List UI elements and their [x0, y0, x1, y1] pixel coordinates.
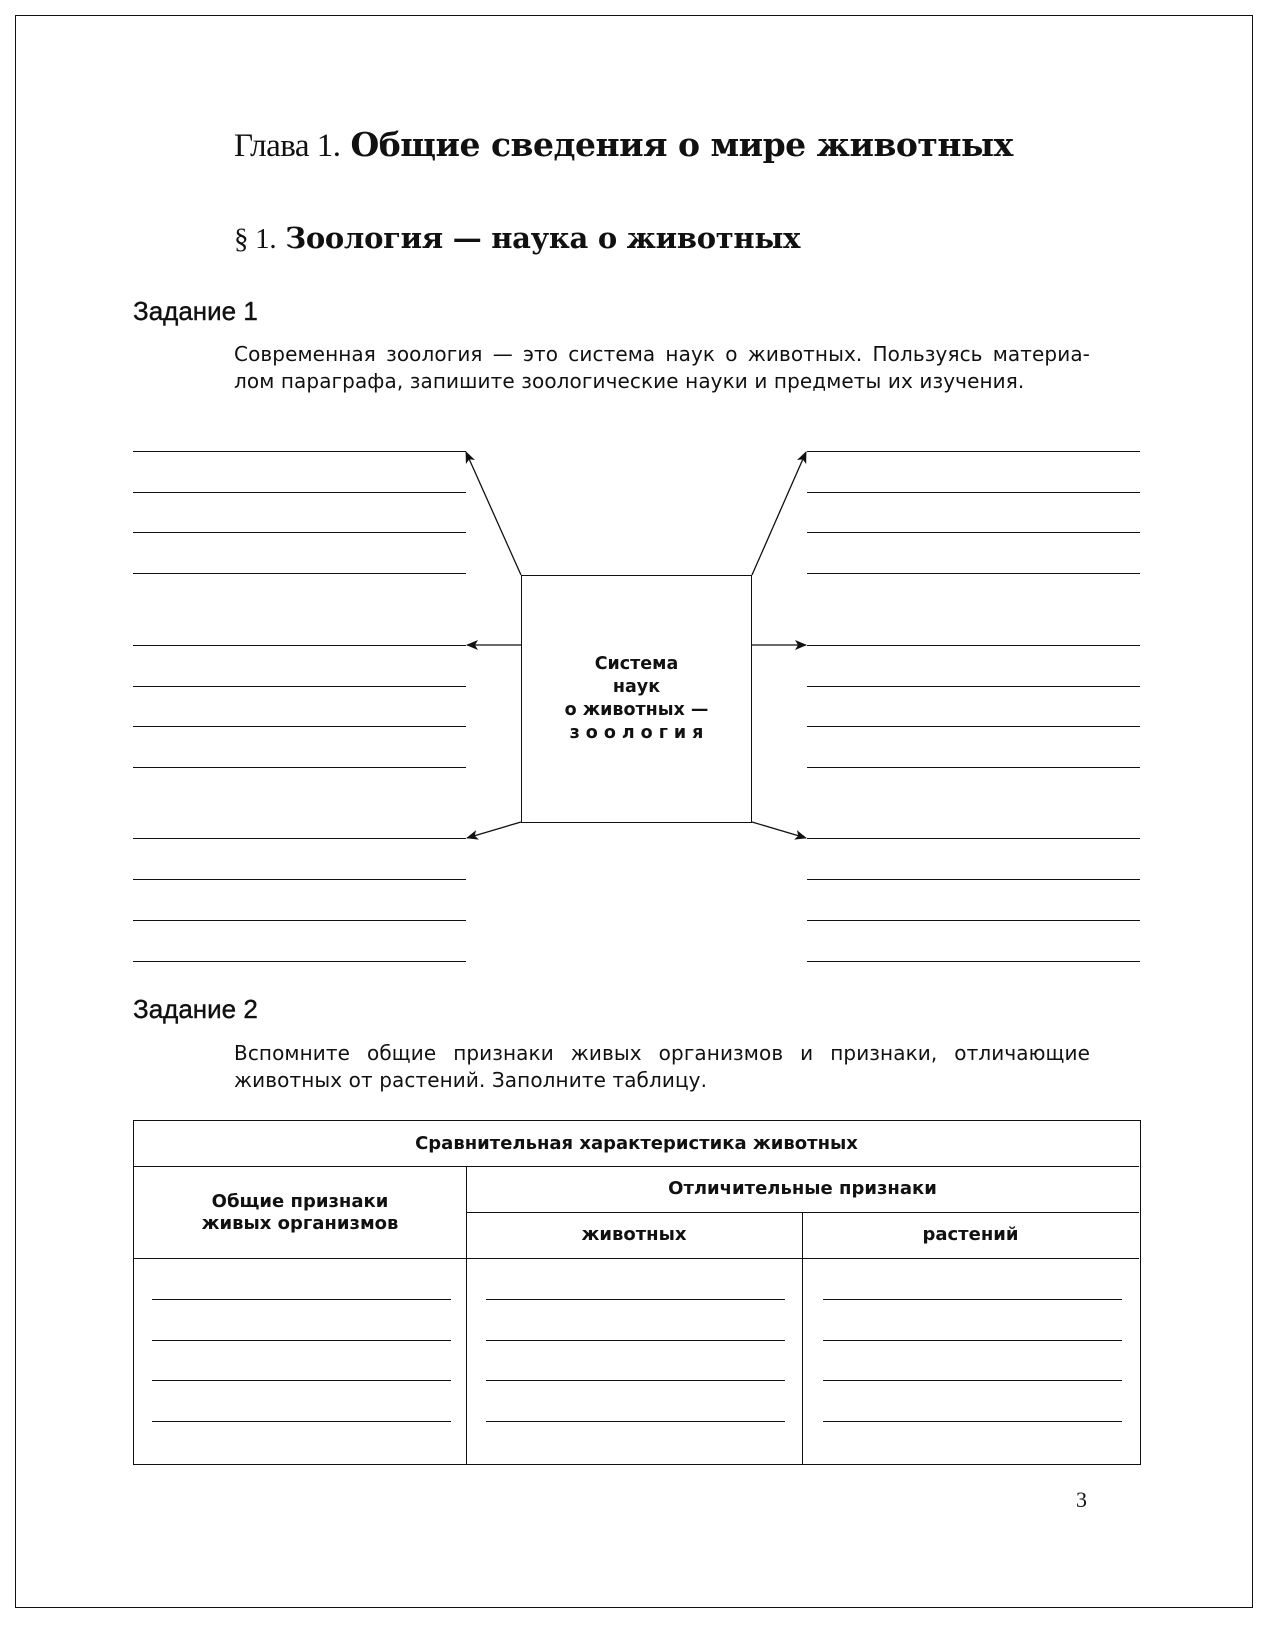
- table-answer-line-plants-1[interactable]: [823, 1299, 1122, 1300]
- task2-text-line: животных от растений. Заполните таблицу.: [234, 1068, 708, 1092]
- answer-line-left-top-4[interactable]: [133, 573, 466, 574]
- answer-line-right-middle-4[interactable]: [807, 767, 1140, 768]
- answer-line-left-middle-1[interactable]: [133, 645, 466, 646]
- table-answer-line-plants-3[interactable]: [823, 1380, 1122, 1381]
- table-answer-line-animals-3[interactable]: [486, 1380, 785, 1381]
- table-divider: [466, 1212, 1139, 1213]
- answer-line-right-bottom-1[interactable]: [807, 838, 1140, 839]
- header-animals: животных: [581, 1224, 687, 1245]
- table-answer-line-common-1[interactable]: [152, 1299, 451, 1300]
- answer-line-right-bottom-2[interactable]: [807, 879, 1140, 880]
- section-prefix: § 1.: [234, 223, 277, 255]
- answer-line-left-bottom-3[interactable]: [133, 920, 466, 921]
- center-box-line: о животных —: [564, 700, 709, 720]
- chapter-name: Общие сведения о мире животных: [350, 125, 1013, 164]
- table-answer-line-common-2[interactable]: [152, 1340, 451, 1341]
- answer-line-left-top-2[interactable]: [133, 492, 466, 493]
- answer-line-right-top-1[interactable]: [807, 451, 1140, 452]
- answer-line-left-bottom-2[interactable]: [133, 879, 466, 880]
- answer-line-left-middle-3[interactable]: [133, 726, 466, 727]
- table-answer-line-animals-1[interactable]: [486, 1299, 785, 1300]
- task1-text-line: лом параграфа, запишите зоологические науки и предметы их изучения.: [234, 369, 1025, 393]
- answer-line-left-bottom-4[interactable]: [133, 961, 466, 962]
- center-box-line: Система: [594, 654, 679, 674]
- comparison-table: [133, 1120, 1141, 1465]
- answer-line-right-bottom-4[interactable]: [807, 961, 1140, 962]
- table-answer-line-animals-2[interactable]: [486, 1340, 785, 1341]
- answer-line-right-top-3[interactable]: [807, 532, 1140, 533]
- table-column-divider: [466, 1166, 467, 1464]
- answer-line-right-middle-1[interactable]: [807, 645, 1140, 646]
- answer-line-right-middle-3[interactable]: [807, 726, 1140, 727]
- table-title: Сравнительная характеристика животных: [415, 1133, 858, 1154]
- task1-text-line: Современная зоология — это система наук о животных. Пользуясь материа-: [234, 342, 1090, 366]
- answer-line-left-bottom-1[interactable]: [133, 838, 466, 839]
- header-line: Общие признаки: [211, 1191, 389, 1212]
- task2-heading: Задание 2: [133, 994, 258, 1024]
- header-common-features: [134, 1191, 466, 1235]
- center-box-line: наук: [612, 677, 661, 697]
- answer-line-right-middle-2[interactable]: [807, 686, 1140, 687]
- answer-line-left-top-3[interactable]: [133, 532, 466, 533]
- table-answer-line-plants-2[interactable]: [823, 1340, 1122, 1341]
- table-answer-line-animals-4[interactable]: [486, 1421, 785, 1422]
- center-box-line: зоология: [569, 723, 710, 743]
- answer-line-left-middle-4[interactable]: [133, 767, 466, 768]
- answer-line-right-top-2[interactable]: [807, 492, 1140, 493]
- table-divider: [134, 1166, 1139, 1167]
- task2-instructions: [234, 1040, 1090, 1094]
- task1-instructions: [234, 341, 1090, 395]
- answer-line-left-middle-2[interactable]: [133, 686, 466, 687]
- table-answer-line-plants-4[interactable]: [823, 1421, 1122, 1422]
- chapter-prefix: Глава 1.: [234, 128, 341, 164]
- section-title: [234, 221, 800, 256]
- task2-text-line: Вспомните общие признаки живых организмов и признаки, отличающие: [234, 1041, 1090, 1065]
- table-answer-line-common-4[interactable]: [152, 1421, 451, 1422]
- task1-heading: Задание 1: [133, 296, 258, 326]
- page-number: 3: [1076, 1487, 1087, 1512]
- table-answer-line-common-3[interactable]: [152, 1380, 451, 1381]
- header-line: живых организмов: [201, 1213, 399, 1234]
- chapter-title: [234, 125, 1013, 165]
- section-name: Зоология — наука о животных: [285, 221, 801, 255]
- answer-line-left-top-1[interactable]: [133, 451, 466, 452]
- header-distinctive-features: Отличительные признаки: [668, 1178, 937, 1199]
- table-divider: [134, 1258, 1139, 1259]
- header-plants: растений: [922, 1224, 1019, 1245]
- table-column-divider: [802, 1212, 803, 1464]
- answer-line-right-bottom-3[interactable]: [807, 920, 1140, 921]
- answer-line-right-top-4[interactable]: [807, 573, 1140, 574]
